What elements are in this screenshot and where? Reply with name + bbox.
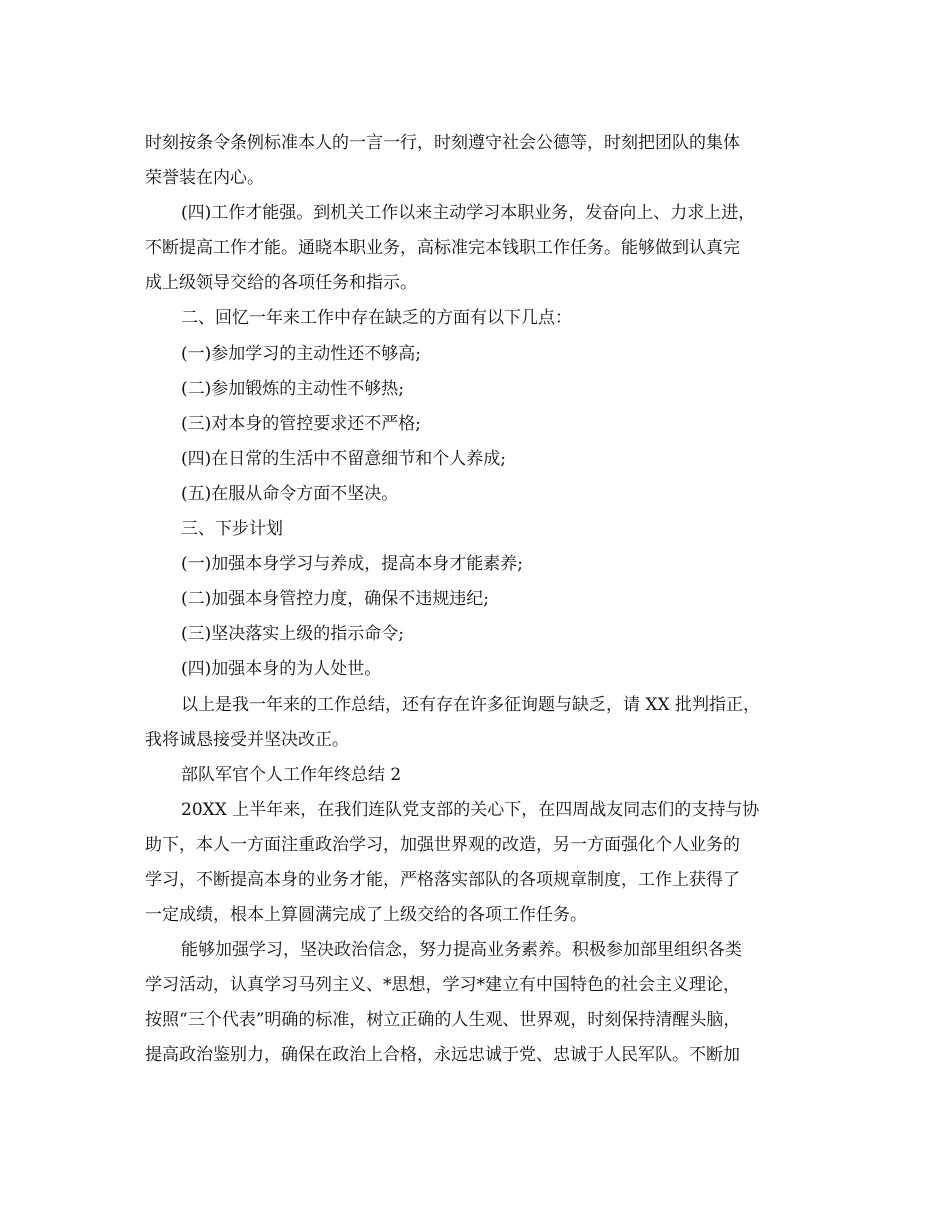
list-item: (四)加强本身的为人处世。 — [181, 659, 382, 680]
list-item: (一)参加学习的主动性还不够高; — [181, 343, 421, 364]
list-item: (四)在日常的生活中不留意细节和个人养成; — [181, 448, 506, 469]
document-body — [145, 126, 810, 1074]
body-text-line: 时刻按条令条例标准本人的一言一行，时刻遵守社会公德等，时刻把团队的集体 — [145, 133, 740, 153]
list-item: (三)对本身的管控要求还不严格; — [181, 413, 421, 434]
body-text-line: 学习活动，认真学习马列主义、*思想，学习*建立有中国特色的社会主义理论， — [145, 975, 740, 996]
body-text-line: 提高政治鉴别力，确保在政治上合格，永远忠诚于党、忠诚于人民军队。不断加 — [145, 1045, 740, 1066]
list-item: (五)在服从命令方面不坚决。 — [181, 483, 399, 504]
section-heading: 三、下步计划 — [181, 519, 283, 540]
body-text-line: 助下，本人一方面注重政治学习，加强世界观的改造，另一方面强化个人业务的 — [145, 834, 740, 855]
list-item: (二)参加锻炼的主动性不够热; — [181, 378, 404, 399]
paragraph-start-line: (四)工作才能强。到机关工作以来主动学习本职业务，发奋向上、力求上进， — [181, 203, 756, 224]
list-item: (二)加强本身管控力度，确保不违规违纪; — [181, 589, 489, 610]
section-heading: 二、回忆一年来工作中存在缺乏的方面有以下几点： — [181, 308, 572, 329]
article-title: 部队军官个人工作年终总结 2 — [181, 764, 402, 785]
body-text-line: 一定成绩，根本上算圆满完成了上级交给的各项工作任务。 — [145, 905, 587, 926]
list-item: (一)加强本身学习与养成，提高本身才能素养; — [181, 554, 523, 575]
paragraph-start-line: 能够加强学习，坚决政治信念，努力提高业务素养。积极参加部里组织各类 — [181, 940, 742, 961]
body-text-line: 我将诚恳接受并坚决改正。 — [145, 729, 349, 750]
body-text-line: 荣誉装在内心。 — [145, 168, 264, 189]
paragraph-start-line: 20XX 上半年来，在我们连队党支部的关心下，在四周战友同志们的支持与协 — [181, 799, 760, 820]
body-text-line: 按照“三个代表”明确的标准，树立正确的人生观、世界观，时刻保持清醒头脑， — [145, 1010, 741, 1031]
paragraph-start-line: 以上是我一年来的工作总结，还有存在许多征询题与缺乏，请 XX 批判指正， — [181, 694, 761, 715]
body-text-line: 成上级领导交给的各项任务和指示。 — [145, 273, 417, 294]
body-text-line: 不断提高工作才能。通晓本职业务，高标准完本钱职工作任务。能够做到认真完 — [145, 238, 740, 259]
body-text-line: 学习，不断提高本身的业务才能，严格落实部队的各项规章制度，工作上获得了 — [145, 869, 740, 890]
list-item: (三)坚决落实上级的指示命令; — [181, 624, 404, 645]
